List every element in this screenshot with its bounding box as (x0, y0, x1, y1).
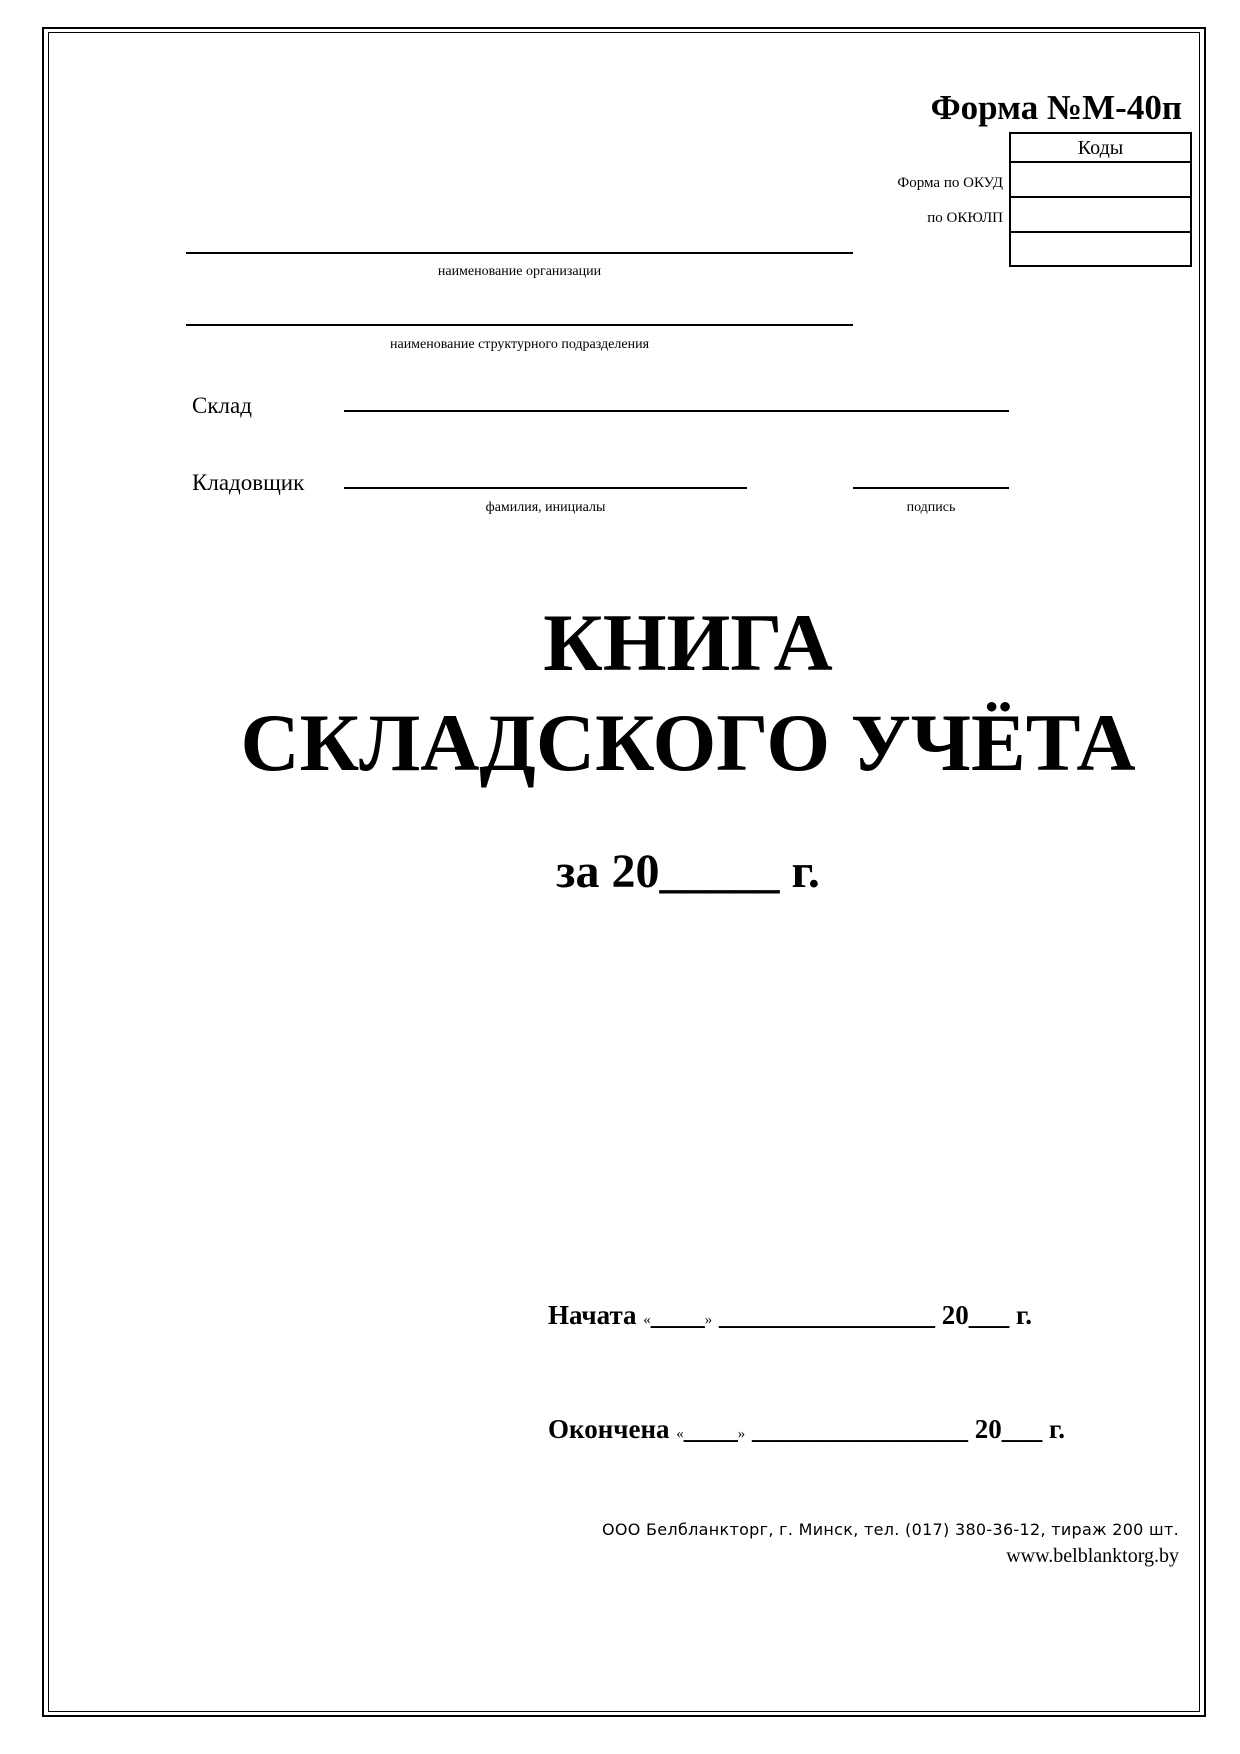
publisher-info: ООО Белбланкторг, г. Минск, тел. (017) 380-36-12, тираж 200 шт. (601, 1520, 1179, 1539)
book-title-line2: СКЛАДСКОГО УЧЁТА (240, 697, 1136, 788)
signature-caption: подпись (906, 500, 956, 515)
division-name-line[interactable] (186, 324, 853, 326)
okud-label: Форма по ОКУД (897, 175, 1003, 191)
book-title-line1: КНИГА (543, 597, 833, 688)
book-year: за 20_____ г. (556, 845, 820, 898)
organization-name-line[interactable] (186, 252, 853, 254)
form-number-title: Форма №М-40п (930, 88, 1182, 127)
started-open-quote: « (643, 1312, 651, 1328)
publisher-website[interactable]: www.belblanktorg.by (1006, 1545, 1179, 1567)
started-close-quote: » (704, 1312, 713, 1328)
finished-open-quote: « (676, 1426, 684, 1442)
started-month-year-blank[interactable]: ________________ 20___ г. (719, 1300, 1033, 1330)
okulp-label: по ОКЮЛП (927, 210, 1003, 226)
storekeeper-name-line[interactable] (344, 487, 747, 489)
started-day-blank[interactable]: ____ (650, 1300, 705, 1330)
started-date-line (548, 1300, 1032, 1331)
organization-caption: наименование организации (437, 264, 602, 279)
warehouse-line[interactable] (344, 410, 1009, 412)
codes-header: Коды (1011, 134, 1190, 163)
division-caption: наименование структурного подразделения (389, 337, 650, 352)
finished-date-line (548, 1414, 1065, 1445)
finished-month-year-blank[interactable]: ________________ 20___ г. (752, 1414, 1065, 1444)
finished-close-quote: » (737, 1426, 746, 1442)
warehouse-label: Склад (192, 393, 252, 418)
storekeeper-label: Кладовщик (192, 470, 305, 495)
signature-line[interactable] (853, 487, 1009, 489)
storekeeper-name-caption: фамилия, инициалы (485, 500, 606, 515)
finished-day-blank[interactable]: ____ (683, 1414, 738, 1444)
extra-code-cell[interactable] (1011, 233, 1190, 265)
okud-code-cell[interactable] (1011, 163, 1190, 198)
finished-label: Окончена (548, 1414, 670, 1444)
okulp-code-cell[interactable] (1011, 198, 1190, 233)
codes-table (1009, 132, 1192, 267)
started-label: Начата (548, 1300, 637, 1330)
